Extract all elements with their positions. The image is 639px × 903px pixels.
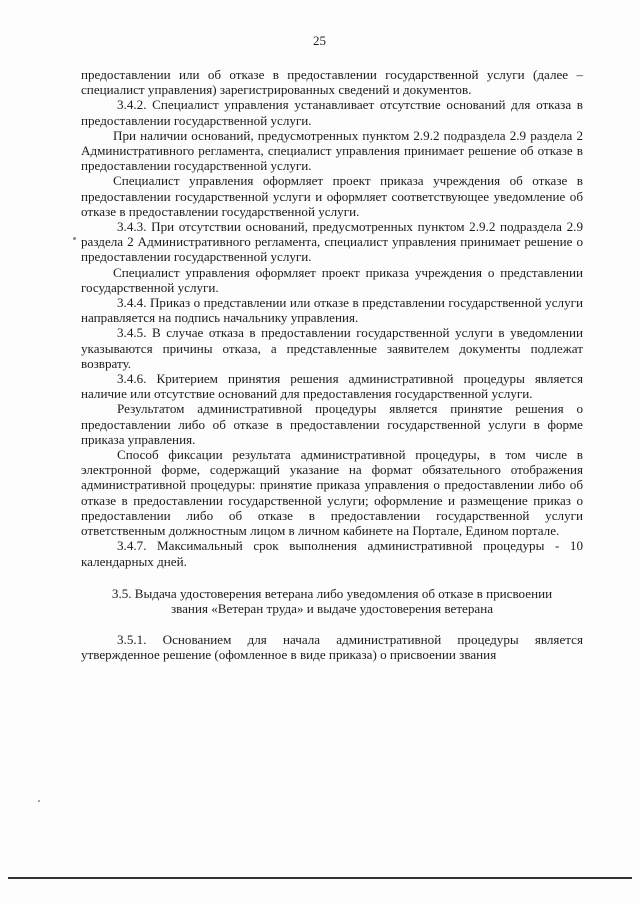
paragraph-3-4-6: 3.4.6. Критерием принятия решения административной процедуры является наличие или отсутствие оснований для предоставления государственной услуги. — [81, 371, 583, 402]
page-number: 25 — [313, 33, 326, 48]
paragraph-3-4-2: 3.4.2. Специалист управления устанавливает отсутствие оснований для отказа в предоставлении государственной услуги. — [81, 97, 583, 128]
paragraph-3-4-7: 3.4.7. Максимальный срок выполнения административной процедуры - 10 календарных дней. — [81, 538, 583, 569]
paragraph-continuation: предоставлении или об отказе в предоставлении государственной услуги (далее – специалист управления) зарегистрированных сведений и документов. — [81, 67, 583, 98]
paragraph-3-4-4: 3.4.4. Приказ о представлении или отказе в представлении государственной услуги направляется на подпись начальнику управления. — [81, 295, 583, 326]
scan-speck — [73, 237, 76, 240]
scan-bottom-edge-line — [8, 877, 632, 879]
paragraph-3-4-3: 3.4.3. При отсутствии оснований, предусмотренных пунктом 2.9.2 подраздела 2.9 раздела 2 Административного регламента, специалист управления принимает решение о предоставлении государственной услуги. — [81, 219, 583, 265]
paragraph-refusal-grounds: При наличии оснований, предусмотренных пунктом 2.9.2 подраздела 2.9 раздела 2 Административного регламента, специалист управления принимает решение об отказе в предоставлении государственной услуги. — [81, 127, 583, 174]
paragraph-result: Результатом административной процедуры является принятие решения о предоставлении либо об отказе в предоставлении государственной услуги в форме приказа управления. — [81, 401, 583, 447]
paragraph-3-4-5: 3.4.5. В случае отказа в предоставлении государственной услуги в уведомлении указываются причины отказа, а представленные заявителем документы подлежат возврату. — [81, 325, 583, 371]
paragraph-refusal-draft: Специалист управления оформляет проект приказа учреждения об отказе в предоставлении государственной услуги и оформляет соответствующее уведомление об отказе в предоставлении государственной услуги. — [81, 173, 583, 219]
section-heading-3-5: 3.5. Выдача удостоверения ветерана либо уведомления об отказе в присвоении звания «Ветеран труда» и выдаче удостоверения ветерана — [111, 585, 553, 616]
document-body — [81, 67, 583, 663]
scan-speck — [38, 800, 40, 802]
paragraph-approval-draft: Специалист управления оформляет проект приказа учреждения о представлении государственной услуги. — [81, 264, 583, 295]
paragraph-fixation-method: Способ фиксации результата административной процедуры, в том числе в электронной форме, содержащий указание на формат обязательного отображения административной процедуры: принятие приказа управления о предоставлении либо об отказе в предоставлении государственной услуги; оформление и размещение приказ о предоставлении либо об отказе в предоставлении государственной услуги ответственным должностным лицом в личном кабинете на Портале, Едином портале. — [81, 447, 583, 539]
paragraph-3-5-1: 3.5.1. Основанием для начала административной процедуры является утвержденное решение (офомленное в виде приказа) о присвоении звания — [81, 632, 583, 663]
